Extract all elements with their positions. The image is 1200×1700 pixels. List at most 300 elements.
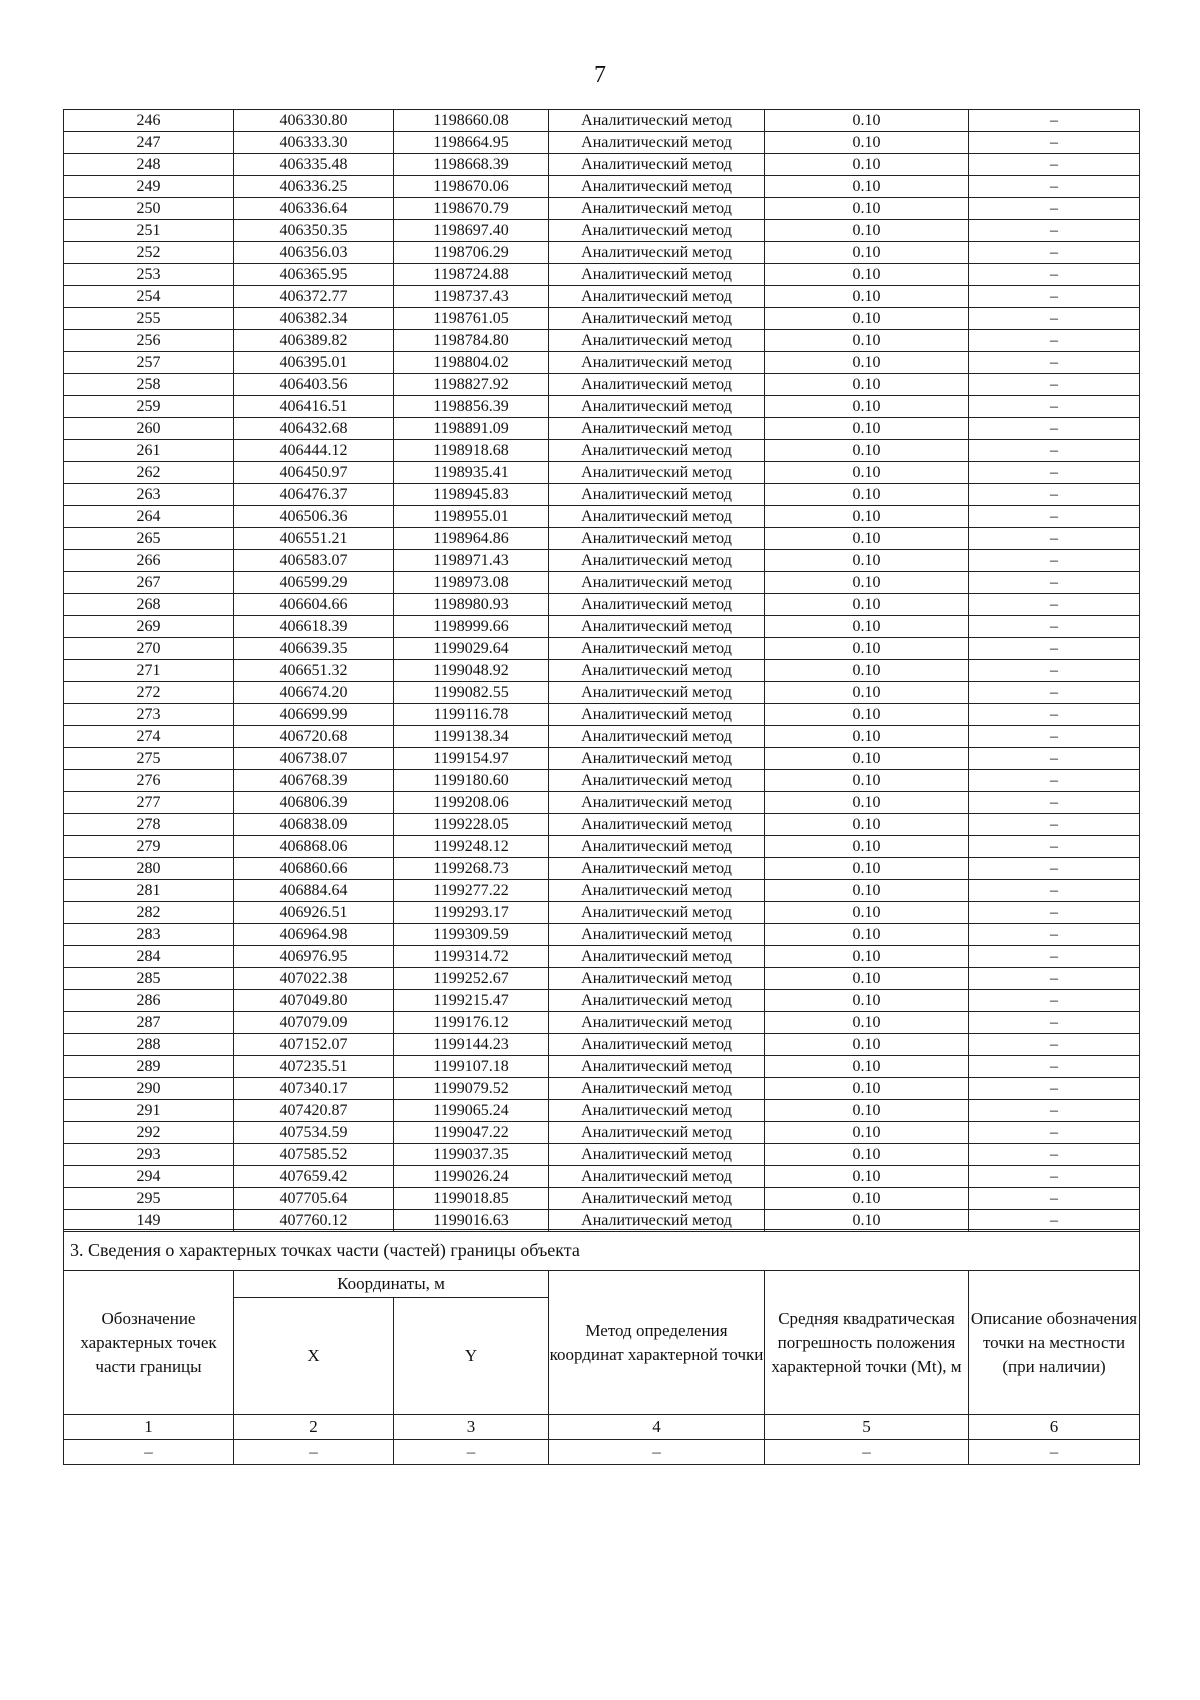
- coord-y: 1199293.17: [394, 902, 549, 924]
- coord-y: 1198761.05: [394, 308, 549, 330]
- method: Аналитический метод: [549, 1100, 765, 1122]
- description: –: [969, 1100, 1140, 1122]
- description: –: [969, 528, 1140, 550]
- coord-y: 1199138.34: [394, 726, 549, 748]
- coord-y: 1198660.08: [394, 110, 549, 132]
- coord-y: 1198784.80: [394, 330, 549, 352]
- description: –: [969, 374, 1140, 396]
- empty-cell: –: [64, 1440, 234, 1465]
- point-number: 287: [64, 1012, 234, 1034]
- point-number: 259: [64, 396, 234, 418]
- precision: 0.10: [765, 1188, 969, 1210]
- table-row: [64, 572, 1140, 594]
- table-row: [64, 1012, 1140, 1034]
- method: Аналитический метод: [549, 286, 765, 308]
- method: Аналитический метод: [549, 1012, 765, 1034]
- coord-x: 407049.80: [234, 990, 394, 1012]
- precision: 0.10: [765, 990, 969, 1012]
- coord-y: 1198945.83: [394, 484, 549, 506]
- method: Аналитический метод: [549, 528, 765, 550]
- method: Аналитический метод: [549, 1078, 765, 1100]
- description: –: [969, 440, 1140, 462]
- coord-x: 406506.36: [234, 506, 394, 528]
- method: Аналитический метод: [549, 330, 765, 352]
- point-number: 257: [64, 352, 234, 374]
- header-error-text: Средняя квадратическая погрешность положения характерной точки (Mt), м: [771, 1308, 962, 1376]
- coord-y: 1198827.92: [394, 374, 549, 396]
- coord-x: 406964.98: [234, 924, 394, 946]
- precision: 0.10: [765, 880, 969, 902]
- table-row: [64, 440, 1140, 462]
- table-row: [64, 242, 1140, 264]
- column-number: 3: [394, 1415, 549, 1440]
- method: Аналитический метод: [549, 220, 765, 242]
- coord-y: 1199026.24: [394, 1166, 549, 1188]
- point-number: 288: [64, 1034, 234, 1056]
- coord-x: 406868.06: [234, 836, 394, 858]
- description: –: [969, 946, 1140, 968]
- precision: 0.10: [765, 1166, 969, 1188]
- point-number: 248: [64, 154, 234, 176]
- point-number: 262: [64, 462, 234, 484]
- coord-y: 1198999.66: [394, 616, 549, 638]
- description: –: [969, 308, 1140, 330]
- precision: 0.10: [765, 462, 969, 484]
- coord-y: 1199154.97: [394, 748, 549, 770]
- coord-y: 1199065.24: [394, 1100, 549, 1122]
- section3-table: [63, 1229, 1140, 1465]
- table-row: [64, 352, 1140, 374]
- description: –: [969, 968, 1140, 990]
- table-row: [64, 836, 1140, 858]
- coord-x: 407760.12: [234, 1210, 394, 1232]
- coord-y: 1199048.92: [394, 660, 549, 682]
- coord-y: 1198670.79: [394, 198, 549, 220]
- table-row: [64, 220, 1140, 242]
- coord-x: 406336.64: [234, 198, 394, 220]
- coord-x: 406389.82: [234, 330, 394, 352]
- point-number: 255: [64, 308, 234, 330]
- point-number: 263: [64, 484, 234, 506]
- method: Аналитический метод: [549, 968, 765, 990]
- precision: 0.10: [765, 1078, 969, 1100]
- method: Аналитический метод: [549, 748, 765, 770]
- coord-y: 1199309.59: [394, 924, 549, 946]
- coord-x: 406365.95: [234, 264, 394, 286]
- point-number: 285: [64, 968, 234, 990]
- description: –: [969, 748, 1140, 770]
- table-row: [64, 704, 1140, 726]
- table-row: [64, 990, 1140, 1012]
- description: –: [969, 1210, 1140, 1232]
- table-row: [64, 902, 1140, 924]
- precision: 0.10: [765, 748, 969, 770]
- point-number: 282: [64, 902, 234, 924]
- point-number: 149: [64, 1210, 234, 1232]
- description: –: [969, 242, 1140, 264]
- table-row: [64, 1188, 1140, 1210]
- coord-y: 1198856.39: [394, 396, 549, 418]
- table-row: [64, 1056, 1140, 1078]
- point-number: 274: [64, 726, 234, 748]
- precision: 0.10: [765, 330, 969, 352]
- description: –: [969, 506, 1140, 528]
- coord-x: 406356.03: [234, 242, 394, 264]
- table-row: [64, 330, 1140, 352]
- point-number: 253: [64, 264, 234, 286]
- description: –: [969, 792, 1140, 814]
- method: Аналитический метод: [549, 1188, 765, 1210]
- method: Аналитический метод: [549, 110, 765, 132]
- table-row: [64, 1144, 1140, 1166]
- coord-x: 406476.37: [234, 484, 394, 506]
- point-number: 276: [64, 770, 234, 792]
- point-number: 266: [64, 550, 234, 572]
- precision: 0.10: [765, 660, 969, 682]
- coord-y: 1199215.47: [394, 990, 549, 1012]
- point-number: 290: [64, 1078, 234, 1100]
- point-number: 270: [64, 638, 234, 660]
- method: Аналитический метод: [549, 1144, 765, 1166]
- table-row: [64, 308, 1140, 330]
- point-number: 279: [64, 836, 234, 858]
- point-number: 293: [64, 1144, 234, 1166]
- coord-x: 406926.51: [234, 902, 394, 924]
- table-row: [64, 198, 1140, 220]
- coord-x: 407152.07: [234, 1034, 394, 1056]
- description: –: [969, 352, 1140, 374]
- method: Аналитический метод: [549, 836, 765, 858]
- coord-y: 1199016.63: [394, 1210, 549, 1232]
- table-row: [64, 924, 1140, 946]
- description: –: [969, 902, 1140, 924]
- table-row: [64, 484, 1140, 506]
- coord-y: 1199116.78: [394, 704, 549, 726]
- method: Аналитический метод: [549, 264, 765, 286]
- description: –: [969, 638, 1140, 660]
- method: Аналитический метод: [549, 1122, 765, 1144]
- method: Аналитический метод: [549, 660, 765, 682]
- description: –: [969, 330, 1140, 352]
- coord-y: 1198955.01: [394, 506, 549, 528]
- precision: 0.10: [765, 1056, 969, 1078]
- precision: 0.10: [765, 1012, 969, 1034]
- coord-y: 1198980.93: [394, 594, 549, 616]
- method: Аналитический метод: [549, 704, 765, 726]
- coord-y: 1198891.09: [394, 418, 549, 440]
- coord-x: 406674.20: [234, 682, 394, 704]
- empty-cell: –: [549, 1440, 765, 1465]
- table-row: [64, 968, 1140, 990]
- coord-y: 1198971.43: [394, 550, 549, 572]
- column-number: 4: [549, 1415, 765, 1440]
- coord-x: 406651.32: [234, 660, 394, 682]
- table-row: [64, 1100, 1140, 1122]
- point-number: 264: [64, 506, 234, 528]
- precision: 0.10: [765, 1122, 969, 1144]
- point-number: 267: [64, 572, 234, 594]
- coord-y: 1198724.88: [394, 264, 549, 286]
- method: Аналитический метод: [549, 374, 765, 396]
- point-number: 260: [64, 418, 234, 440]
- coord-x: 406720.68: [234, 726, 394, 748]
- precision: 0.10: [765, 572, 969, 594]
- description: –: [969, 858, 1140, 880]
- coord-x: 406330.80: [234, 110, 394, 132]
- method: Аналитический метод: [549, 154, 765, 176]
- coord-x: 407534.59: [234, 1122, 394, 1144]
- precision: 0.10: [765, 792, 969, 814]
- precision: 0.10: [765, 132, 969, 154]
- description: –: [969, 880, 1140, 902]
- coord-x: 406838.09: [234, 814, 394, 836]
- coord-x: 406551.21: [234, 528, 394, 550]
- precision: 0.10: [765, 638, 969, 660]
- description: –: [969, 484, 1140, 506]
- table-row: [64, 176, 1140, 198]
- coord-y: 1199176.12: [394, 1012, 549, 1034]
- coord-y: 1199037.35: [394, 1144, 549, 1166]
- point-number: 254: [64, 286, 234, 308]
- description: –: [969, 836, 1140, 858]
- table-row: [64, 132, 1140, 154]
- coord-x: 406806.39: [234, 792, 394, 814]
- point-number: 265: [64, 528, 234, 550]
- header-method: Метод определения координат характерной точки: [549, 1271, 765, 1415]
- point-number: 258: [64, 374, 234, 396]
- coord-x: 407659.42: [234, 1166, 394, 1188]
- description: –: [969, 1078, 1140, 1100]
- description: –: [969, 418, 1140, 440]
- method: Аналитический метод: [549, 792, 765, 814]
- coord-x: 406395.01: [234, 352, 394, 374]
- coord-x: 406403.56: [234, 374, 394, 396]
- precision: 0.10: [765, 902, 969, 924]
- coord-x: 407340.17: [234, 1078, 394, 1100]
- coord-y: 1199228.05: [394, 814, 549, 836]
- point-number: 294: [64, 1166, 234, 1188]
- precision: 0.10: [765, 682, 969, 704]
- table-row: [64, 154, 1140, 176]
- precision: 0.10: [765, 374, 969, 396]
- precision: 0.10: [765, 770, 969, 792]
- precision: 0.10: [765, 176, 969, 198]
- precision: 0.10: [765, 858, 969, 880]
- point-number: 292: [64, 1122, 234, 1144]
- empty-cell: –: [969, 1440, 1140, 1465]
- method: Аналитический метод: [549, 132, 765, 154]
- coord-y: 1199047.22: [394, 1122, 549, 1144]
- precision: 0.10: [765, 946, 969, 968]
- method: Аналитический метод: [549, 462, 765, 484]
- description: –: [969, 1122, 1140, 1144]
- description: –: [969, 1056, 1140, 1078]
- point-number: 278: [64, 814, 234, 836]
- point-number: 271: [64, 660, 234, 682]
- description: –: [969, 594, 1140, 616]
- method: Аналитический метод: [549, 638, 765, 660]
- coord-x: 406450.97: [234, 462, 394, 484]
- coord-x: 406699.99: [234, 704, 394, 726]
- header-designation: Обозначение характерных точек части границы: [64, 1271, 234, 1415]
- point-number: 283: [64, 924, 234, 946]
- description: –: [969, 264, 1140, 286]
- coord-y: 1199248.12: [394, 836, 549, 858]
- empty-cell: –: [765, 1440, 969, 1465]
- coord-y: 1198737.43: [394, 286, 549, 308]
- method: Аналитический метод: [549, 814, 765, 836]
- description: –: [969, 462, 1140, 484]
- table-row: [64, 682, 1140, 704]
- table-row: [64, 726, 1140, 748]
- coord-y: 1199208.06: [394, 792, 549, 814]
- method: Аналитический метод: [549, 1166, 765, 1188]
- coord-y: 1198804.02: [394, 352, 549, 374]
- coord-x: 407235.51: [234, 1056, 394, 1078]
- method: Аналитический метод: [549, 352, 765, 374]
- table-row: [64, 660, 1140, 682]
- description: –: [969, 616, 1140, 638]
- precision: 0.10: [765, 484, 969, 506]
- point-number: 281: [64, 880, 234, 902]
- method: Аналитический метод: [549, 880, 765, 902]
- header-y: Y: [394, 1298, 549, 1415]
- coord-y: 1198964.86: [394, 528, 549, 550]
- point-number: 272: [64, 682, 234, 704]
- method: Аналитический метод: [549, 924, 765, 946]
- precision: 0.10: [765, 1210, 969, 1232]
- coord-y: 1199082.55: [394, 682, 549, 704]
- description: –: [969, 110, 1140, 132]
- coord-x: 406416.51: [234, 396, 394, 418]
- header-error: [765, 1271, 969, 1415]
- precision: 0.10: [765, 1034, 969, 1056]
- precision: 0.10: [765, 924, 969, 946]
- coord-y: 1199314.72: [394, 946, 549, 968]
- table-row: [64, 110, 1140, 132]
- description: –: [969, 814, 1140, 836]
- coord-x: 406382.34: [234, 308, 394, 330]
- coord-x: 406884.64: [234, 880, 394, 902]
- coord-x: 406860.66: [234, 858, 394, 880]
- table-row: [64, 594, 1140, 616]
- method: Аналитический метод: [549, 176, 765, 198]
- coord-y: 1199079.52: [394, 1078, 549, 1100]
- precision: 0.10: [765, 726, 969, 748]
- precision: 0.10: [765, 814, 969, 836]
- table-row: [64, 418, 1140, 440]
- coord-y: 1198918.68: [394, 440, 549, 462]
- coord-y: 1198973.08: [394, 572, 549, 594]
- point-number: 284: [64, 946, 234, 968]
- precision: 0.10: [765, 264, 969, 286]
- coord-x: 407079.09: [234, 1012, 394, 1034]
- description: –: [969, 550, 1140, 572]
- description: –: [969, 990, 1140, 1012]
- precision: 0.10: [765, 616, 969, 638]
- coord-y: 1199268.73: [394, 858, 549, 880]
- precision: 0.10: [765, 418, 969, 440]
- precision: 0.10: [765, 396, 969, 418]
- method: Аналитический метод: [549, 550, 765, 572]
- precision: 0.10: [765, 198, 969, 220]
- description: –: [969, 1034, 1140, 1056]
- method: Аналитический метод: [549, 418, 765, 440]
- coord-y: 1199029.64: [394, 638, 549, 660]
- method: Аналитический метод: [549, 242, 765, 264]
- method: Аналитический метод: [549, 1056, 765, 1078]
- coord-x: 406618.39: [234, 616, 394, 638]
- description: –: [969, 396, 1140, 418]
- precision: 0.10: [765, 242, 969, 264]
- method: Аналитический метод: [549, 770, 765, 792]
- coord-x: 406336.25: [234, 176, 394, 198]
- coord-x: 406599.29: [234, 572, 394, 594]
- precision: 0.10: [765, 352, 969, 374]
- method: Аналитический метод: [549, 484, 765, 506]
- precision: 0.10: [765, 1100, 969, 1122]
- description: –: [969, 220, 1140, 242]
- coord-x: 407420.87: [234, 1100, 394, 1122]
- point-number: 268: [64, 594, 234, 616]
- coord-x: 406976.95: [234, 946, 394, 968]
- precision: 0.10: [765, 1144, 969, 1166]
- precision: 0.10: [765, 528, 969, 550]
- coord-y: 1198670.06: [394, 176, 549, 198]
- description: –: [969, 176, 1140, 198]
- coord-y: 1199144.23: [394, 1034, 549, 1056]
- method: Аналитический метод: [549, 440, 765, 462]
- boundary-points-table: [63, 109, 1140, 1232]
- description: –: [969, 704, 1140, 726]
- point-number: 249: [64, 176, 234, 198]
- coord-x: 407705.64: [234, 1188, 394, 1210]
- description: –: [969, 154, 1140, 176]
- table-row: [64, 946, 1140, 968]
- empty-cell: –: [394, 1440, 549, 1465]
- point-number: 273: [64, 704, 234, 726]
- description: –: [969, 660, 1140, 682]
- precision: 0.10: [765, 154, 969, 176]
- table-row: [64, 858, 1140, 880]
- column-number: 2: [234, 1415, 394, 1440]
- point-number: 280: [64, 858, 234, 880]
- section3-title: 3. Сведения о характерных точках части (частей) границы объекта: [64, 1230, 1140, 1271]
- method: Аналитический метод: [549, 1210, 765, 1232]
- point-number: 277: [64, 792, 234, 814]
- column-number: 1: [64, 1415, 234, 1440]
- table-row: [64, 1122, 1140, 1144]
- table-row: [64, 748, 1140, 770]
- description: –: [969, 1012, 1140, 1034]
- coord-x: 406432.68: [234, 418, 394, 440]
- precision: 0.10: [765, 308, 969, 330]
- method: Аналитический метод: [549, 198, 765, 220]
- coord-x: 406768.39: [234, 770, 394, 792]
- method: Аналитический метод: [549, 396, 765, 418]
- coord-x: 406335.48: [234, 154, 394, 176]
- method: Аналитический метод: [549, 946, 765, 968]
- table-row: [64, 550, 1140, 572]
- point-number: 295: [64, 1188, 234, 1210]
- coord-x: 406738.07: [234, 748, 394, 770]
- precision: 0.10: [765, 594, 969, 616]
- point-number: 291: [64, 1100, 234, 1122]
- point-number: 275: [64, 748, 234, 770]
- table-row: [64, 528, 1140, 550]
- description: –: [969, 770, 1140, 792]
- point-number: 289: [64, 1056, 234, 1078]
